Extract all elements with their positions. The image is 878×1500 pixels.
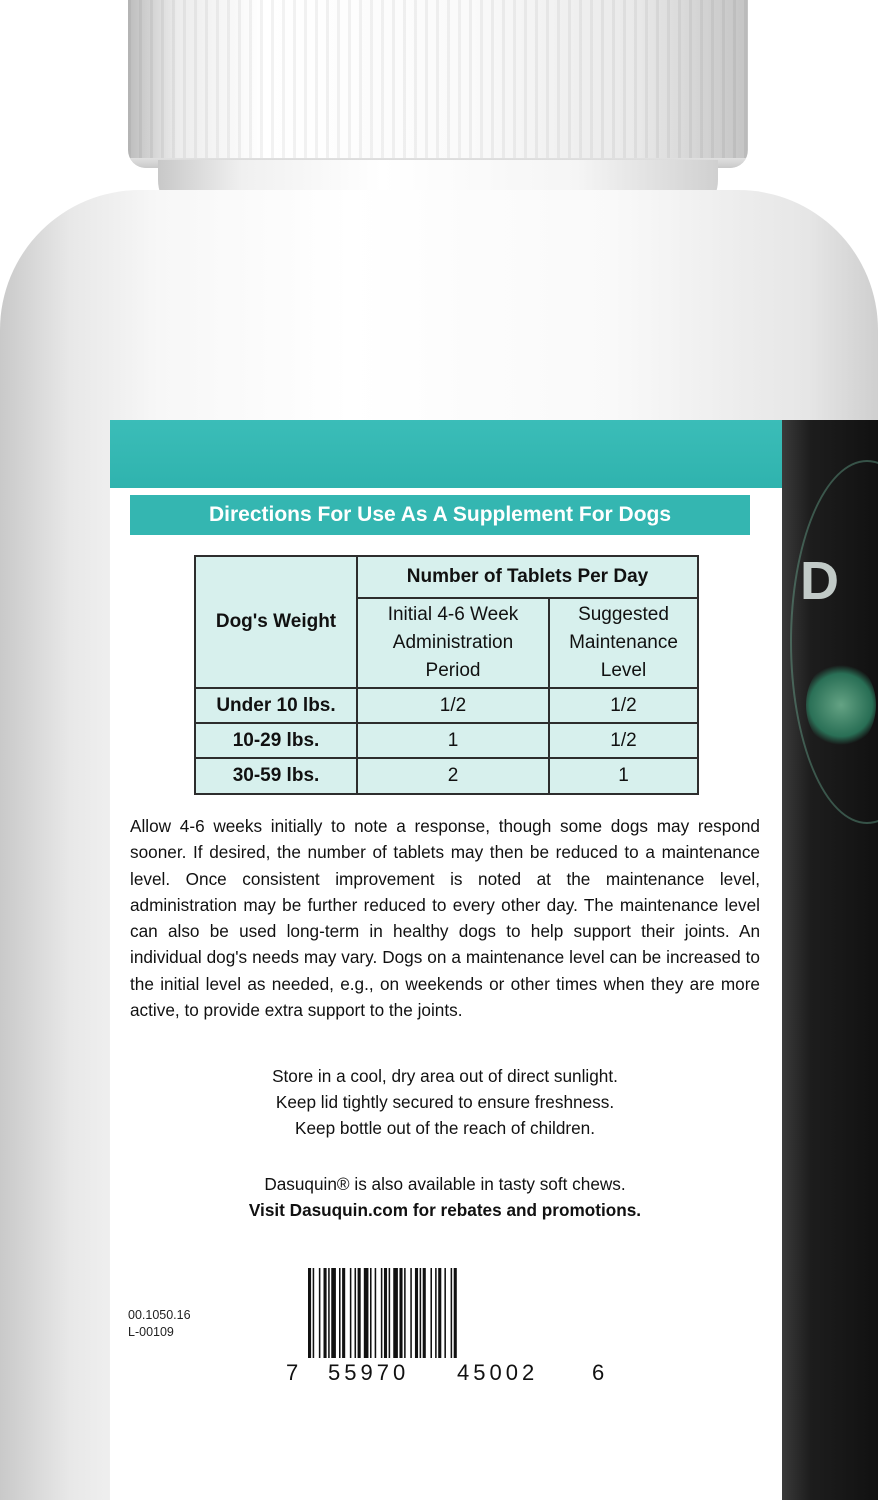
- barcode-bar: [358, 1268, 361, 1358]
- directions-paragraph: Allow 4-6 weeks initially to note a response, though some dogs may respond sooner. If desired, the number of tablets may then be reduced to a maintenance level. Once consistent improvement is noted at the maintenance level, administration may be further reduced to every other day. The maintenance level can also be used long-term in healthy dogs to help support their joints. An individual dog's needs may vary. Dogs on a maintenance level can be increased to the initial level as needed, e.g., on weekends or other times when they are more active, to provide extra support to the joints.: [130, 816, 760, 1021]
- barcode-bar: [384, 1268, 387, 1358]
- barcode-bar: [350, 1268, 352, 1358]
- barcode-bar: [364, 1268, 369, 1358]
- barcode-bar: [331, 1268, 336, 1358]
- barcode-bar: [399, 1268, 402, 1358]
- brand-letter-fragment: D: [800, 551, 839, 611]
- barcode-digit: 55970: [328, 1360, 410, 1385]
- barcode-bar: [339, 1268, 341, 1358]
- maintenance-level-header: Suggested Maintenance Level: [549, 598, 698, 688]
- weight-header: Dog's Weight: [195, 556, 357, 688]
- barcode-bar: [342, 1268, 345, 1358]
- weight-cell: 30-59 lbs.: [195, 758, 357, 794]
- barcode-digit: 7: [286, 1360, 299, 1385]
- storage-line: Keep lid tightly secured to ensure freshness.: [275, 1092, 615, 1112]
- initial-cell: 1: [357, 723, 549, 758]
- lot-code: 00.1050.16: [128, 1308, 191, 1322]
- barcode-bar: [381, 1268, 383, 1358]
- barcode-bar: [319, 1268, 321, 1358]
- table-row: [195, 723, 698, 758]
- barcode-bar: [375, 1268, 377, 1358]
- barcode-bar: [389, 1268, 391, 1358]
- availability-note: Dasuquin® is also available in tasty soft chews.: [264, 1174, 626, 1194]
- barcode-bar: [355, 1268, 357, 1358]
- barcode-bar: [393, 1268, 398, 1358]
- barcode-bar: [308, 1268, 311, 1358]
- barcode-bar: [324, 1268, 327, 1358]
- storage-line: Keep bottle out of the reach of children.: [294, 1118, 596, 1138]
- weight-cell: 10-29 lbs.: [195, 723, 357, 758]
- barcode-digit: 45002: [457, 1360, 539, 1385]
- initial-cell: 1/2: [357, 688, 549, 723]
- tablets-per-day-header: Number of Tablets Per Day: [357, 556, 698, 598]
- table-row: [195, 758, 698, 794]
- maintenance-cell: 1: [549, 758, 698, 794]
- product-label: [110, 420, 878, 1500]
- lot-code: L-00109: [128, 1325, 174, 1339]
- barcode-bar: [410, 1268, 412, 1358]
- barcode-bar: [438, 1268, 441, 1358]
- barcode-bar: [435, 1268, 437, 1358]
- barcode-bar: [328, 1268, 330, 1358]
- barcode: [306, 1268, 586, 1358]
- barcode-bar: [451, 1268, 453, 1358]
- barcode-bar: [430, 1268, 432, 1358]
- barcode-bar: [423, 1268, 426, 1358]
- barcode-bar: [420, 1268, 422, 1358]
- initial-cell: 2: [357, 758, 549, 794]
- barcode-bar: [404, 1268, 406, 1358]
- label-teal-band: [110, 420, 790, 488]
- barcode-digit: 6: [592, 1360, 605, 1385]
- storage-line: Store in a cool, dry area out of direct sunlight.: [272, 1066, 618, 1086]
- promo-note: Visit Dasuquin.com for rebates and promotions.: [248, 1200, 642, 1220]
- dosage-table: [194, 555, 699, 795]
- directions-banner: Directions For Use As A Supplement For Dogs: [130, 495, 750, 535]
- maintenance-cell: 1/2: [549, 688, 698, 723]
- initial-period-header: Initial 4-6 Week Administration Period: [357, 598, 549, 688]
- maintenance-cell: 1/2: [549, 723, 698, 758]
- table-row: [195, 688, 698, 723]
- bottle-cap: [128, 0, 748, 168]
- decorative-arc: [790, 460, 878, 824]
- weight-cell: Under 10 lbs.: [195, 688, 357, 723]
- barcode-bar: [454, 1268, 457, 1358]
- barcode-bar: [313, 1268, 315, 1358]
- front-label-panel: [782, 420, 878, 1500]
- barcode-bar: [444, 1268, 446, 1358]
- green-glow-graphic: [806, 660, 876, 750]
- barcode-bar: [370, 1268, 372, 1358]
- barcode-bar: [415, 1268, 418, 1358]
